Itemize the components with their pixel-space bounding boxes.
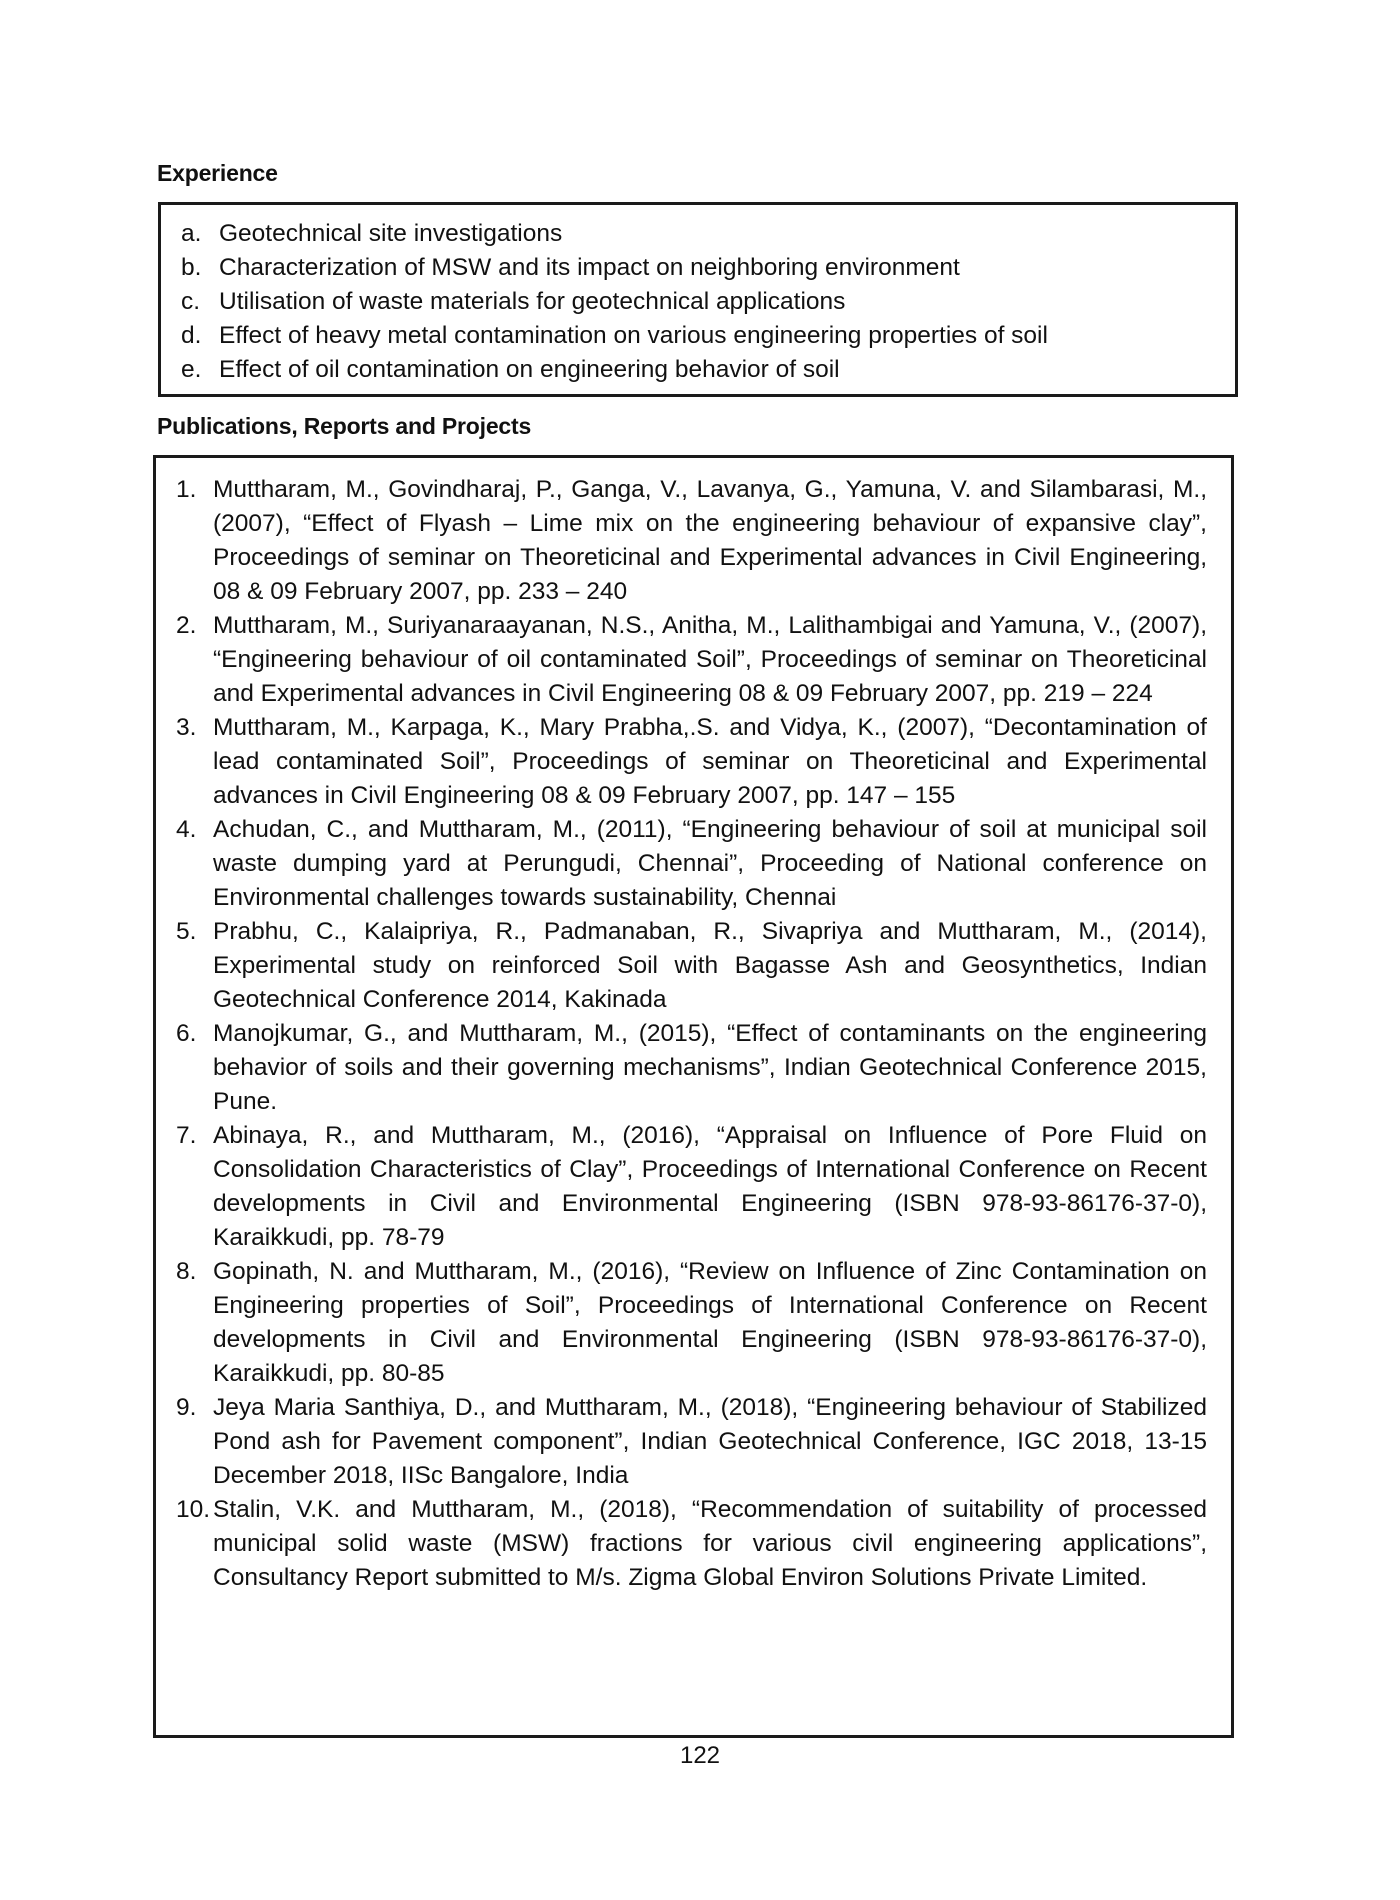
publication-text: Muttharam, M., Govindharaj, P., Ganga, V., Lavanya, G., Yamuna, V. and Silambarasi, M., (2007), “Effect of Flyash – Lime mix on the engineering behaviour of expansive clay”, Proceedings of seminar on Theoreticinal and Experimental advances in Civil Engineering, 08 & 09 February 2007, pp. 233 – 240	[213, 476, 1207, 605]
list-marker: a.	[181, 220, 202, 247]
publication-item	[176, 473, 1207, 609]
list-marker: d.	[181, 322, 202, 349]
experience-item-text: Effect of oil contamination on engineering behavior of soil	[219, 356, 840, 383]
list-marker: 4.	[176, 816, 197, 843]
publications-box	[153, 455, 1234, 1738]
experience-item-text: Effect of heavy metal contamination on various engineering properties of soil	[219, 322, 1048, 349]
publication-text: Achudan, C., and Muttharam, M., (2011), “Engineering behaviour of soil at municipal soil waste dumping yard at Perungudi, Chennai”, Proceeding of National conference on Environmental challenges towards sustainability, Chennai	[213, 816, 1207, 911]
list-marker: 3.	[176, 714, 197, 741]
list-marker: 9.	[176, 1394, 197, 1421]
publication-text: Muttharam, M., Suriyanaraayanan, N.S., Anitha, M., Lalithambigai and Yamuna, V., (2007), “Engineering behaviour of oil contaminated Soil”, Proceedings of seminar on Theoreticinal and Experimental advances in Civil Engineering 08 & 09 February 2007, pp. 219 – 224	[213, 612, 1207, 707]
publication-item	[176, 609, 1207, 711]
list-marker: 5.	[176, 918, 197, 945]
experience-item-text: Characterization of MSW and its impact on neighboring environment	[219, 254, 960, 281]
experience-box	[158, 202, 1238, 397]
list-marker: c.	[181, 288, 201, 315]
publication-item	[176, 1017, 1207, 1119]
publication-text: Abinaya, R., and Muttharam, M., (2016), “Appraisal on Influence of Pore Fluid on Consolidation Characteristics of Clay”, Proceedings of International Conference on Recent developments in Civil and Environmental Engineering (ISBN 978-93-86176-37-0), Karaikkudi, pp. 78-79	[213, 1122, 1207, 1251]
publications-list	[176, 473, 1207, 1595]
list-marker: 10.	[176, 1496, 211, 1523]
experience-item-text: Utilisation of waste materials for geotechnical applications	[219, 288, 846, 315]
publication-text: Manojkumar, G., and Muttharam, M., (2015), “Effect of contaminants on the engineering behavior of soils and their governing mechanisms”, Indian Geotechnical Conference 2015, Pune.	[213, 1020, 1207, 1115]
publication-text: Gopinath, N. and Muttharam, M., (2016), “Review on Influence of Zinc Contamination on Engineering properties of Soil”, Proceedings of International Conference on Recent developments in Civil and Environmental Engineering (ISBN 978-93-86176-37-0), Karaikkudi, pp. 80-85	[213, 1258, 1207, 1387]
page-number: 122	[679, 1742, 721, 1769]
experience-item	[181, 353, 1215, 387]
list-marker: 6.	[176, 1020, 197, 1047]
experience-list	[181, 217, 1215, 387]
experience-item	[181, 251, 1215, 285]
list-marker: 2.	[176, 612, 197, 639]
publication-item	[176, 711, 1207, 813]
experience-item	[181, 319, 1215, 353]
publication-text: Prabhu, C., Kalaipriya, R., Padmanaban, R., Sivapriya and Muttharam, M., (2014), Experimental study on reinforced Soil with Bagasse Ash and Geosynthetics, Indian Geotechnical Conference 2014, Kakinada	[213, 918, 1207, 1013]
experience-heading: Experience	[157, 160, 278, 186]
publication-item	[176, 915, 1207, 1017]
publication-item	[176, 1391, 1207, 1493]
list-marker: e.	[181, 356, 202, 383]
publication-text: Jeya Maria Santhiya, D., and Muttharam, M., (2018), “Engineering behaviour of Stabilized Pond ash for Pavement component”, Indian Geotechnical Conference, IGC 2018, 13-15 December 2018, IISc Bangalore, India	[213, 1394, 1207, 1489]
list-marker: 8.	[176, 1258, 197, 1285]
experience-item	[181, 285, 1215, 319]
list-marker: 7.	[176, 1122, 197, 1149]
publication-text: Stalin, V.K. and Muttharam, M., (2018), “Recommendation of suitability of processed municipal solid waste (MSW) fractions for various civil engineering applications”, Consultancy Report submitted to M/s. Zigma Global Environ Solutions Private Limited.	[213, 1496, 1207, 1591]
experience-item	[181, 217, 1215, 251]
publication-item	[176, 1255, 1207, 1391]
list-marker: 1.	[176, 476, 197, 503]
publication-item	[176, 813, 1207, 915]
list-marker: b.	[181, 254, 202, 281]
experience-item-text: Geotechnical site investigations	[219, 220, 563, 247]
publication-item	[176, 1493, 1207, 1595]
publication-item	[176, 1119, 1207, 1255]
publication-text: Muttharam, M., Karpaga, K., Mary Prabha,.S. and Vidya, K., (2007), “Decontamination of lead contaminated Soil”, Proceedings of seminar on Theoreticinal and Experimental advances in Civil Engineering 08 & 09 February 2007, pp. 147 – 155	[213, 714, 1207, 809]
publications-heading: Publications, Reports and Projects	[157, 413, 532, 439]
